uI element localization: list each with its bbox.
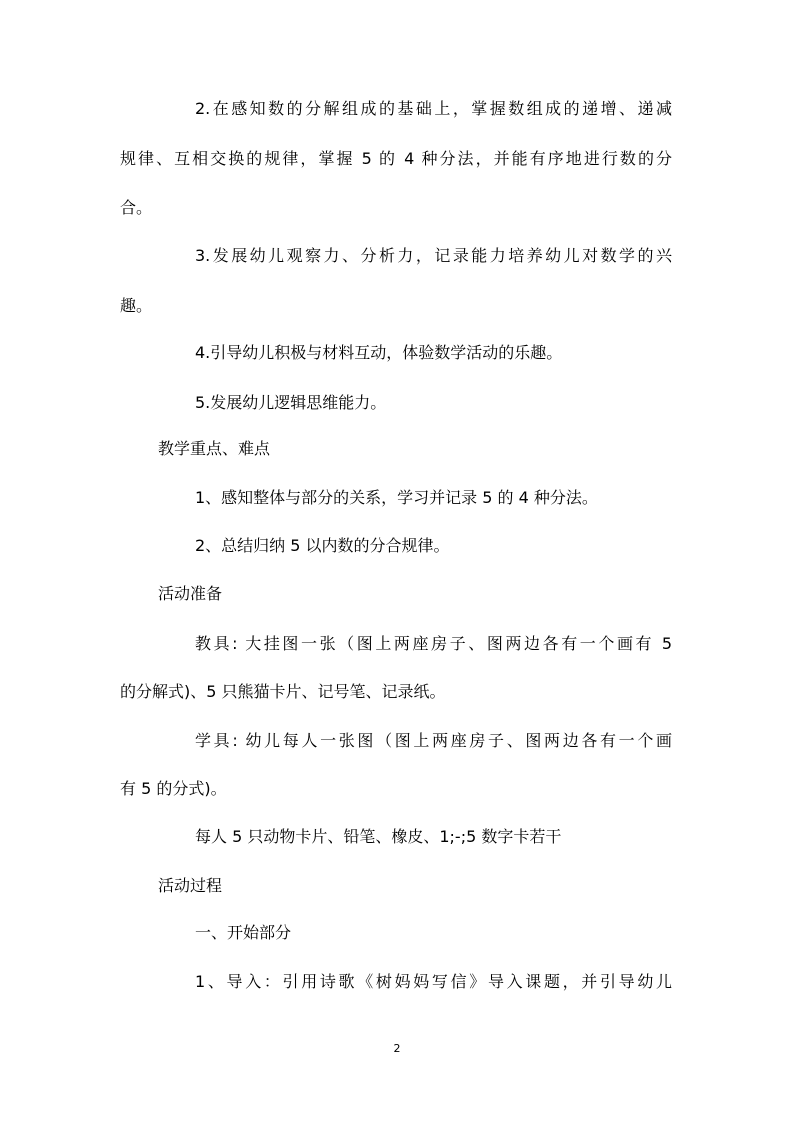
text-line: 一、开始部分 [195,923,292,942]
text-line: 的分解式)、5 只熊猫卡片、记号笔、记录纸。 [120,682,446,701]
section-heading: 活动准备 [158,584,223,603]
text-line: 1、感知整体与部分的关系，学习并记录 5 的 4 种分法。 [195,488,598,507]
text-line: 每人 5 只动物卡片、铅笔、橡皮、1;-;5 数字卡若干 [195,827,562,846]
text-line: 5.发展幼儿逻辑思维能力。 [195,393,387,412]
text-line: 规律、互相交换的规律，掌握 5 的 4 种分法，并能有序地进行数的分 [120,149,672,168]
text-line: 4.引导幼儿积极与材料互动，体验数学活动的乐趣。 [195,343,563,362]
text-line: 趣。 [120,296,153,315]
text-line: 2.在感知数的分解组成的基础上，掌握数组成的递增、递减 [195,99,672,118]
text-line: 学具: 幼儿每人一张图（图上两座房子、图两边各有一个画 [195,731,672,750]
text-line: 合。 [120,198,153,217]
section-heading: 活动过程 [158,876,223,895]
text-line: 1、导入：引用诗歌《树妈妈写信》导入课题，并引导幼儿 [195,972,672,991]
text-line: 3.发展幼儿观察力、分析力，记录能力培养幼儿对数学的兴 [195,246,672,265]
section-heading: 教学重点、难点 [158,439,271,458]
page-number: 2 [393,1042,401,1055]
text-line: 有 5 的分式)。 [120,779,227,798]
text-line: 2、总结归纳 5 以内数的分合规律。 [195,536,450,555]
text-line: 教具: 大挂图一张（图上两座房子、图两边各有一个画有 5 [195,634,672,653]
